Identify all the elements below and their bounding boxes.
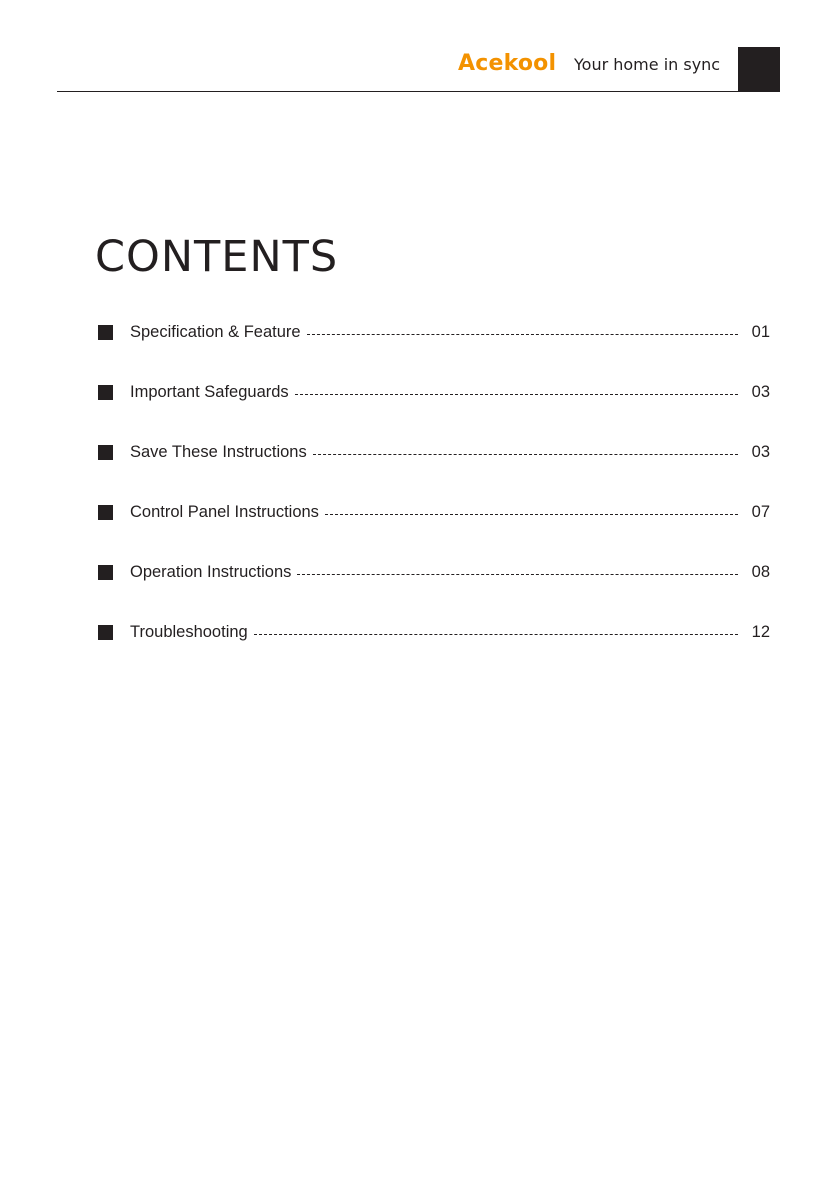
dotted-leader — [297, 574, 738, 575]
dotted-leader — [313, 454, 738, 455]
toc-entry-label: Save These Instructions — [130, 443, 307, 461]
page-title: CONTENTS — [95, 232, 339, 282]
square-bullet-icon — [98, 565, 113, 580]
square-bullet-icon — [98, 385, 113, 400]
brand-logo — [458, 51, 556, 77]
toc-page-number: 08 — [751, 563, 770, 581]
square-bullet-icon — [98, 625, 113, 640]
header-divider — [57, 91, 780, 92]
toc-entry-control-panel — [98, 500, 770, 524]
toc-page-number: 01 — [751, 323, 770, 341]
toc-entry-specification — [98, 320, 770, 344]
table-of-contents — [98, 320, 770, 680]
dotted-leader — [254, 634, 738, 635]
logo-text: Acekool — [458, 51, 557, 76]
toc-entry-save-instructions — [98, 440, 770, 464]
toc-entry-operation — [98, 560, 770, 584]
square-bullet-icon — [98, 445, 113, 460]
square-bullet-icon — [98, 325, 113, 340]
toc-entry-label: Troubleshooting — [130, 623, 248, 641]
toc-entry-safeguards — [98, 380, 770, 404]
dotted-leader — [307, 334, 738, 335]
toc-entry-label: Control Panel Instructions — [130, 503, 319, 521]
header-corner-block — [738, 47, 780, 92]
toc-page-number: 03 — [751, 443, 770, 461]
brand-tagline: Your home in sync — [574, 55, 721, 74]
toc-entry-label: Important Safeguards — [130, 383, 289, 401]
toc-entry-troubleshooting — [98, 620, 770, 644]
toc-entry-label: Operation Instructions — [130, 563, 292, 581]
page-header — [0, 0, 840, 95]
toc-page-number: 03 — [751, 383, 770, 401]
toc-entry-label: Specification & Feature — [130, 323, 301, 341]
dotted-leader — [325, 514, 738, 515]
square-bullet-icon — [98, 505, 113, 520]
toc-page-number: 12 — [751, 623, 770, 641]
toc-page-number: 07 — [751, 503, 770, 521]
dotted-leader — [295, 394, 738, 395]
